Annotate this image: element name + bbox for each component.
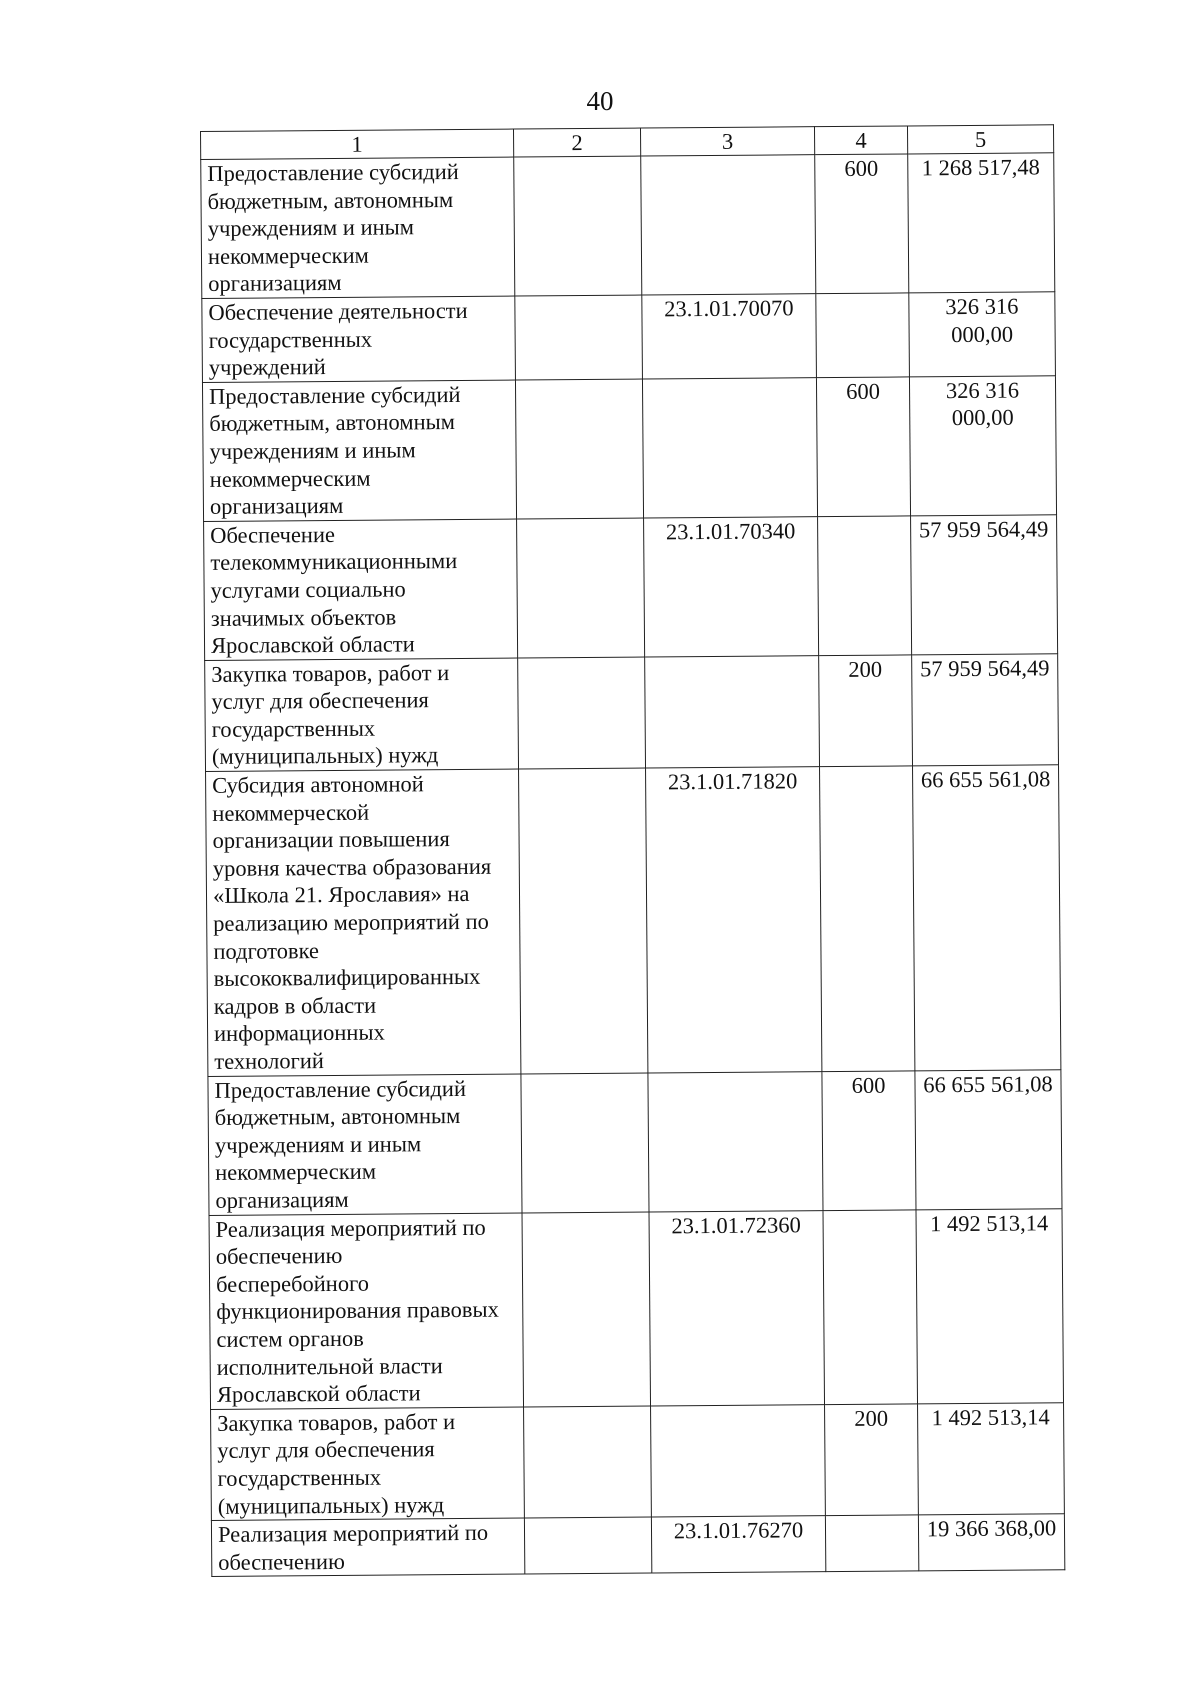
row-amount: 57 959 564,49 [912,653,1059,766]
row-code: 23.1.01.70340 [644,516,819,656]
row-code [641,155,816,295]
row-col2 [521,1073,649,1213]
row-col2 [519,768,648,1074]
row-code: 23.1.01.72360 [649,1210,825,1406]
table-row [204,515,1058,661]
row-name: Закупка товаров, работ и услуг для обеспечения государственных (муниципальных) нужд [205,658,519,772]
row-code [648,1071,823,1211]
table-row [209,1208,1063,1409]
row-name: Предоставление субсидий бюджетным, автономным учреждениям и иным некоммерческим организациям [208,1074,522,1215]
column-header-1: 1 [201,129,514,159]
table-row [205,653,1059,771]
table-row [202,376,1056,522]
row-amount: 19 366 368,00 [918,1514,1064,1571]
row-name: Предоставление субсидий бюджетным, автономным учреждениям и иным некоммерческим организациям [202,380,516,521]
table-row [211,1514,1064,1577]
row-col2 [524,1406,652,1518]
row-col2 [515,295,643,380]
row-expense-type: 600 [815,154,909,294]
row-amount: 1 492 513,14 [918,1402,1065,1515]
table-row [201,153,1055,299]
row-col2 [514,156,642,296]
row-expense-type: 600 [816,377,910,517]
row-expense-type [823,1209,918,1404]
table-row [211,1402,1065,1520]
row-amount: 66 655 561,08 [915,1069,1062,1209]
budget-table [200,124,1065,1577]
column-header-4: 4 [814,126,907,155]
row-code [651,1404,826,1517]
row-expense-type: 600 [822,1071,916,1211]
row-code: 23.1.01.71820 [646,767,822,1073]
row-name: Реализация мероприятий по обеспечению бесперебойного функционирования правовых систем органов исполнительной власти Ярославской области [209,1213,524,1410]
row-name: Субсидия автономной некоммерческой организации повышения уровня качества образования «Школа 21. Ярославия» на реализацию мероприятий по подготовке высококвалифицированных кадров в области информационных технологий [206,769,521,1076]
row-expense-type [816,293,910,378]
row-expense-type: 200 [825,1404,919,1516]
row-expense-type [820,766,915,1071]
column-header-3: 3 [640,127,814,156]
row-expense-type [818,516,912,656]
table-row [202,292,1056,382]
row-amount: 326 316 000,00 [909,292,1056,377]
row-expense-type: 200 [819,655,913,767]
page-number: 40 [586,86,614,116]
row-col2 [518,657,646,769]
row-expense-type [825,1515,918,1572]
row-code [642,377,817,517]
row-name: Предоставление субсидий бюджетным, автономным учреждениям и иным некоммерческим организациям [201,157,515,298]
row-name: Обеспечение телекоммуникационными услугами социально значимых объектов Ярославской области [204,519,518,660]
row-amount: 1 492 513,14 [916,1208,1064,1403]
row-code: 23.1.01.70070 [642,294,817,379]
row-amount: 326 316 000,00 [909,376,1056,516]
row-code [645,655,820,768]
row-amount: 1 268 517,48 [908,153,1055,293]
row-amount: 57 959 564,49 [911,515,1058,655]
row-name: Обеспечение деятельности государственных учреждений [202,296,516,382]
row-name: Закупка товаров, работ и услуг для обеспечения государственных (муниципальных) нужд [211,1407,525,1521]
row-code: 23.1.01.76270 [651,1516,825,1574]
row-name: Реализация мероприятий по обеспечению [211,1518,524,1577]
row-col2 [522,1212,651,1407]
row-col2 [517,518,645,658]
column-header-2: 2 [513,128,640,157]
row-col2 [524,1517,651,1574]
column-header-5: 5 [907,125,1053,154]
table-row [206,765,1061,1076]
row-amount: 66 655 561,08 [913,765,1061,1071]
table-row [208,1069,1062,1215]
row-col2 [515,379,643,519]
